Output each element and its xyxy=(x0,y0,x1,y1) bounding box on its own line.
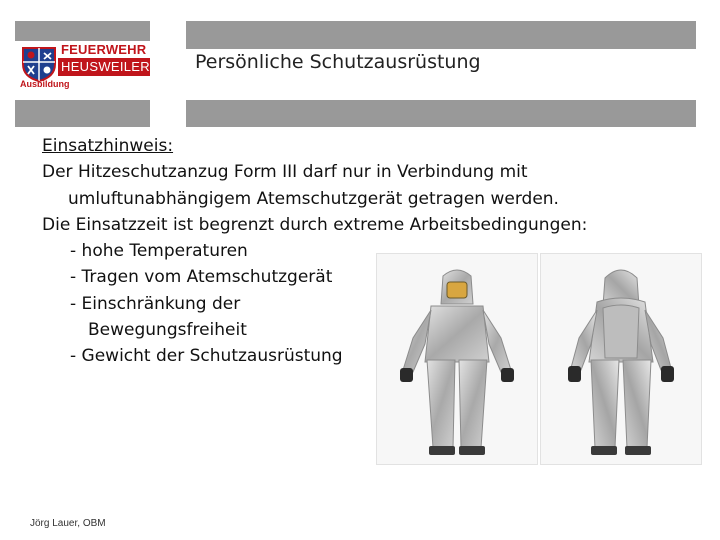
logo-text-ausbildung: Ausbildung xyxy=(20,79,70,89)
header-bar-top xyxy=(186,21,696,49)
heat-suit-back-image xyxy=(541,254,701,464)
heat-suit-front-image xyxy=(377,254,537,464)
logo-area xyxy=(15,41,150,100)
logo-strip-bottom xyxy=(15,100,150,127)
logo-text-heusweiler: HEUSWEILER xyxy=(58,58,150,76)
footer-author: Jörg Lauer, OBM xyxy=(30,518,106,529)
bullet-item: - Einschränkung der xyxy=(70,293,241,314)
content-line-1: Der Hitzeschutzanzug Form III darf nur in Verbindung mit xyxy=(42,162,528,183)
suit-photo-front xyxy=(376,253,538,465)
logo-strip-top xyxy=(15,21,150,41)
logo-text-feuerwehr: FEUERWEHR xyxy=(61,42,147,57)
content-line-2: umluftunabhängigem Atemschutzgerät getragen werden. xyxy=(68,188,559,209)
content-line-3: Die Einsatzzeit ist begrenzt durch extreme Arbeitsbedingungen: xyxy=(42,214,588,235)
fire-department-crest-icon xyxy=(20,44,58,82)
bullet-item: - hohe Temperaturen xyxy=(70,241,248,262)
content-heading: Einsatzhinweis: xyxy=(42,136,174,156)
slide-title: Persönliche Schutzausrüstung xyxy=(195,51,481,73)
logo xyxy=(15,21,150,127)
bullet-item: - Tragen vom Atemschutzgerät xyxy=(70,267,333,288)
suit-photo-back xyxy=(540,253,702,465)
bullet-item: - Gewicht der Schutzausrüstung xyxy=(70,346,343,367)
header-bar-bottom xyxy=(186,100,696,127)
bullet-item-continued: Bewegungsfreiheit xyxy=(88,320,247,341)
